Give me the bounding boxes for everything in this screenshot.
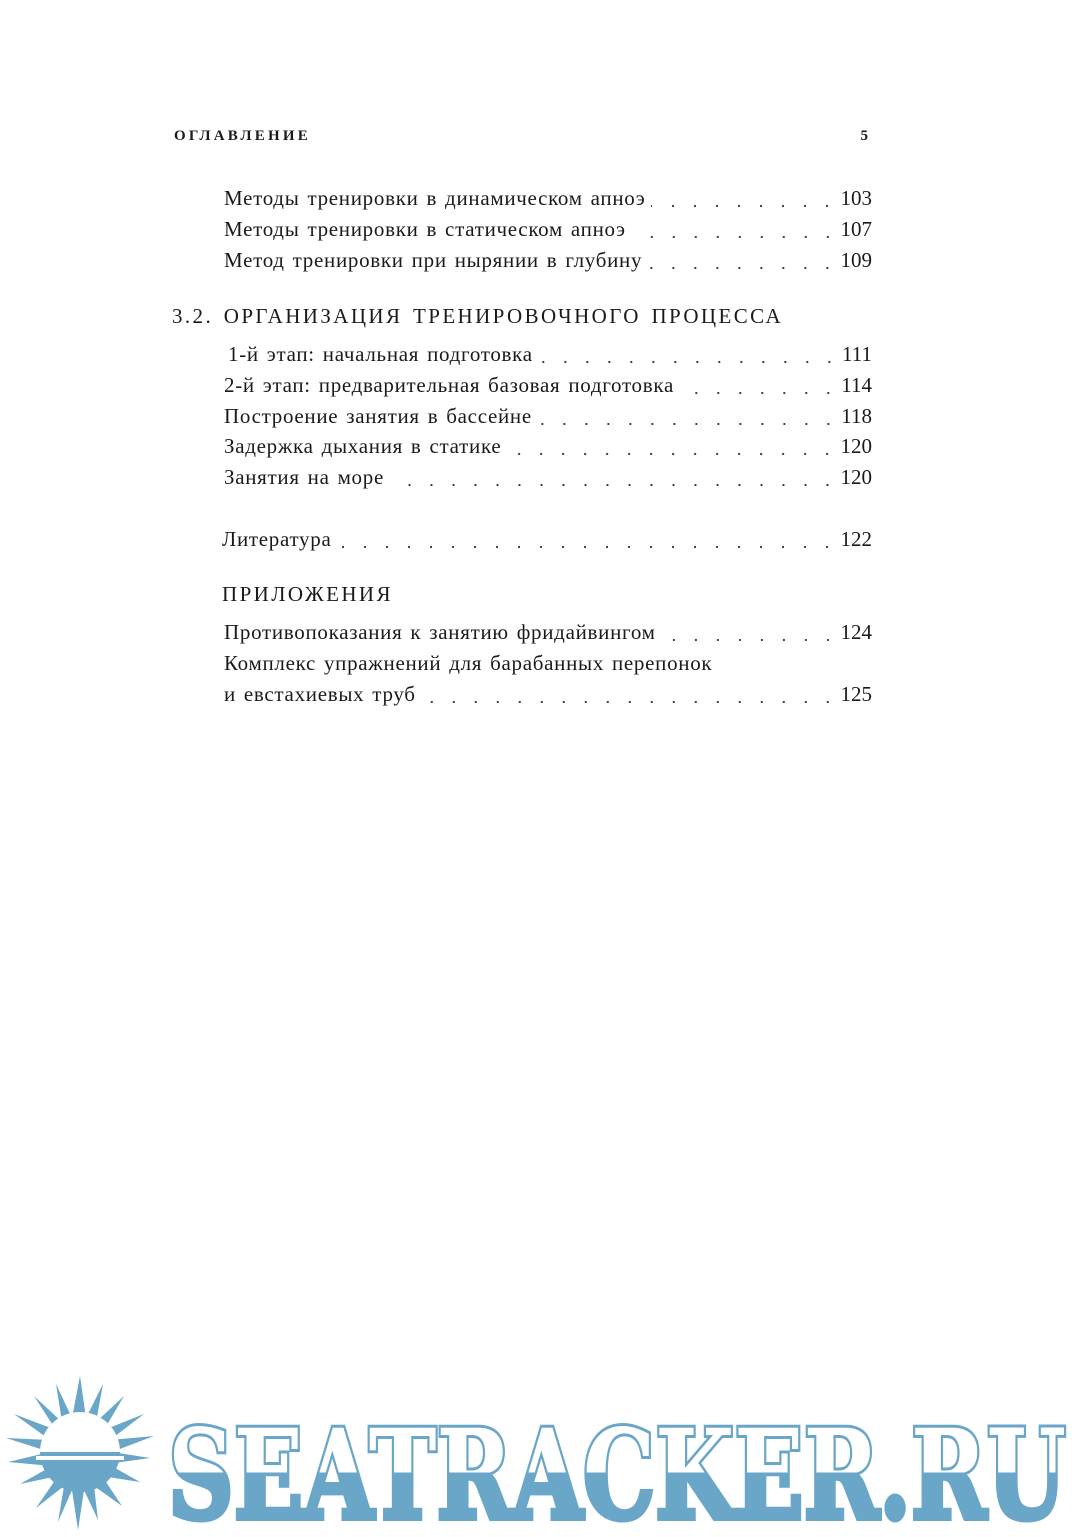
toc-entry[interactable] [224, 618, 872, 646]
toc-entry-line2[interactable] [224, 680, 872, 708]
toc-entry[interactable] [224, 402, 872, 430]
watermark-svg [0, 1370, 1080, 1532]
toc-entry[interactable] [224, 463, 872, 491]
page-number: 5 [860, 128, 868, 144]
toc-entry[interactable] [224, 184, 872, 212]
toc-entry-page: 107 [840, 217, 872, 241]
dot-leader [422, 700, 839, 704]
toc-entry-page: 122 [840, 527, 872, 551]
toc-entry-title: Построение занятия в бассейне [224, 404, 532, 428]
toc-entry-title: и евстахиевых труб [224, 682, 416, 706]
toc-entry-title: Методы тренировки в статическом апноэ [224, 217, 626, 241]
toc-entry-title: Занятия на море [224, 465, 384, 489]
dot-leader [390, 483, 839, 487]
toc-entry-title: Литература [222, 527, 332, 551]
toc-entry[interactable] [228, 340, 872, 368]
appendices-heading[interactable]: ПРИЛОЖЕНИЯ [222, 582, 393, 606]
toc-entry[interactable] [224, 215, 872, 243]
toc-entry-title: Метод тренировки при нырянии в глубину [224, 248, 643, 272]
dot-leader [337, 545, 838, 549]
dot-leader [648, 266, 838, 270]
dot-leader [632, 235, 839, 239]
toc-entry-page: 111 [842, 342, 872, 366]
dot-leader [538, 422, 839, 426]
running-head [174, 128, 868, 152]
toc-entry-page: 120 [840, 465, 872, 489]
toc-entry-title: Задержка дыхания в статике [224, 434, 502, 458]
dot-leader [539, 360, 840, 364]
watermark-logo [0, 1370, 1080, 1532]
toc-entry-line1[interactable] [224, 649, 872, 677]
toc-entry-title: Комплекс упражнений для барабанных перепонок [224, 651, 713, 675]
toc-entry-page: 118 [841, 404, 872, 428]
toc-entry-page: 125 [840, 682, 872, 706]
toc-entry-page: 124 [840, 620, 872, 644]
toc-entry[interactable] [224, 246, 872, 274]
toc-entry-title: 1-й этап: начальная подготовка [228, 342, 533, 366]
running-head-title: ОГЛАВЛЕНИЕ [174, 128, 311, 144]
dot-leader [651, 204, 838, 208]
dot-leader [680, 391, 839, 395]
toc-entry-page: 120 [840, 434, 872, 458]
watermark-label: SEATRACKER.RU [168, 1403, 1066, 1532]
dot-leader [662, 638, 839, 642]
toc-entry-page: 103 [840, 186, 872, 210]
toc-entry[interactable] [224, 432, 872, 460]
toc-entry[interactable] [224, 371, 872, 399]
toc-entry-page: 114 [841, 373, 872, 397]
toc-entry-page: 109 [840, 248, 872, 272]
sun-icon [6, 1376, 154, 1530]
toc-entry-title: 2-й этап: предварительная базовая подготовка [224, 373, 674, 397]
toc-entry-literature[interactable] [222, 525, 872, 553]
watermark-text [168, 1403, 1066, 1532]
toc-entry-title: Противопоказания к занятию фридайвингом [224, 620, 656, 644]
dot-leader [507, 452, 838, 456]
toc-entry-title: Методы тренировки в динамическом апноэ [224, 186, 646, 210]
section-heading[interactable]: 3.2. ОРГАНИЗАЦИЯ ТРЕНИРОВОЧНОГО ПРОЦЕССА [172, 304, 784, 328]
